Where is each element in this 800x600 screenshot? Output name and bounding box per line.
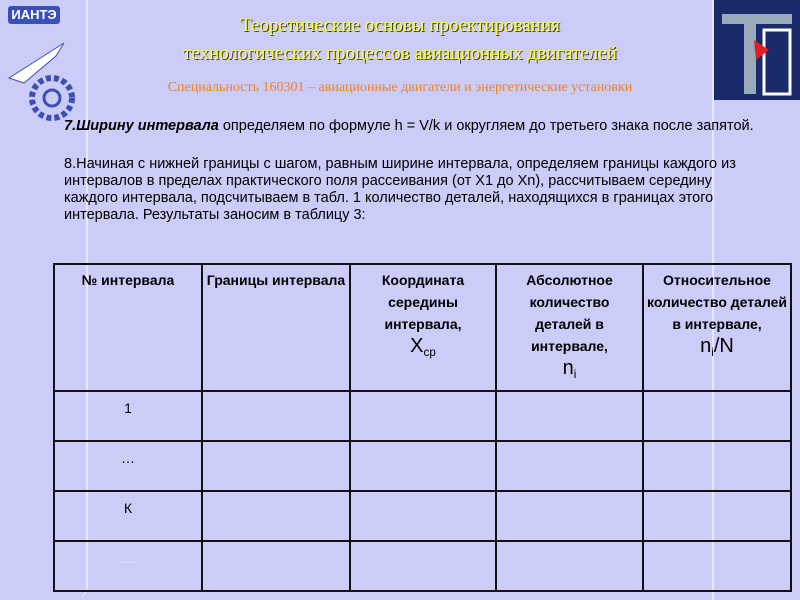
university-logo-icon (714, 0, 800, 100)
header-cell: Координата середины интервала, $X_{ср}$ (350, 264, 496, 391)
step-8-text: 8.Начиная с нижней границы с шагом, равным ширине интервала, определяем границы каждого из интервалов в пределах практического поля рассеивания (от X1 до Xn), рассчитываем середину каждого интервала, подсчитываем в табл. 1 количество деталей, находящихся в границах этого интервала. Результаты заносим в таблицу 3: (64, 156, 736, 223)
table-row: … (54, 441, 791, 491)
page-title: Теоретические основы проектирования технологических процессов авиационных двигателей (183, 15, 617, 64)
table-row: 1 (54, 391, 791, 441)
header-cell: № интервала (54, 264, 202, 391)
header-cell: Границы интервала (202, 264, 350, 391)
iante-logo: ИАНТЭ (8, 6, 60, 24)
table-row: … (54, 541, 791, 591)
specialty-subtitle: Специальность 160301 – авиационные двигатели и энергетические установки (167, 80, 633, 95)
results-table (53, 263, 792, 592)
header-cell: Относительное количество деталей в интервале, $n_i/N$ (643, 264, 791, 391)
step-7-text: 7.Ширину интервала определяем по формуле h = V/k и округляем до третьего знака после запятой. (64, 118, 754, 134)
header-cell: Абсолютное количество деталей в интервале, $n_i$ (496, 264, 643, 391)
table-row: К (54, 491, 791, 541)
aircraft-gear-logo-icon (4, 28, 84, 124)
